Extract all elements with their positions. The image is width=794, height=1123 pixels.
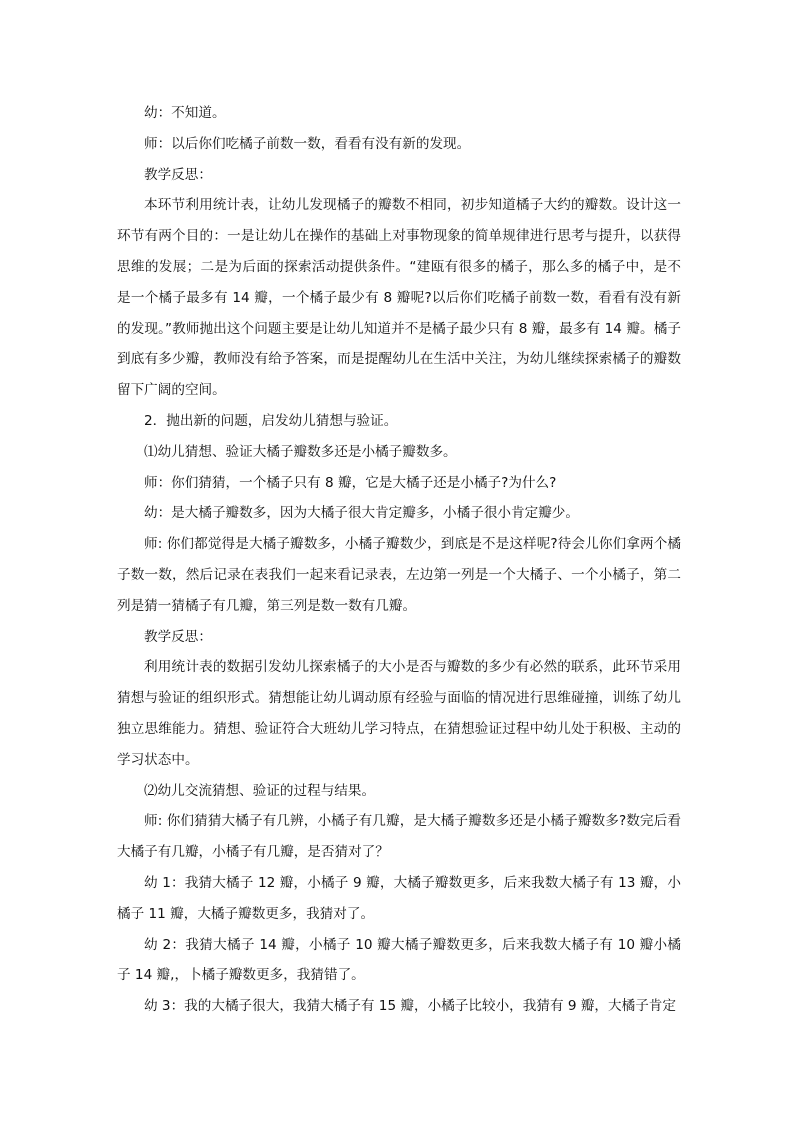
paragraph-dialogue: 幼：是大橘子瓣数多，因为大橘子很大肯定瓣多，小橘子很小肯定瓣少。 bbox=[144, 505, 579, 522]
paragraph-dialogue: 幼 3：我的大橘子很大，我猜大橘子有 15 瓣，小橘子比较小，我猜有 9 瓣，大橘子肯定 bbox=[144, 998, 676, 1015]
paragraph-dialogue: 幼 2：我猜大橘子 14 瓣，小橘子 10 瓣大橘子瓣数更多，后来我数大橘子有 10 瓣小橘子 14 瓣,，卜橘子瓣数更多，我猜错了。 bbox=[117, 936, 681, 984]
paragraph-section-heading: 2．抛出新的问题，启发幼儿猜想与验证。 bbox=[144, 412, 398, 429]
paragraph-dialogue: 幼：不知道。 bbox=[144, 105, 226, 121]
paragraph-subsection-heading: ⑵幼儿交流猜想、验证的过程与结果。 bbox=[144, 782, 376, 799]
paragraph-subsection-heading: ⑴幼儿猜想、验证大橘子瓣数多还是小橘子瓣数多。 bbox=[144, 443, 457, 460]
paragraph-dialogue: 幼 1：我猜大橘子 12 瓣，小橘子 9 瓣，大橘子瓣数更多，后来我数大橘子有 13 瓣，小橘子 11 瓣，大橘子瓣数更多，我猜对了。 bbox=[117, 874, 681, 922]
document-body bbox=[117, 98, 681, 1022]
paragraph-dialogue: 师: 你们猜猜大橘子有几辨，小橘子有几瓣，是大橘子瓣数多还是小橘子瓣数多?数完后看大橘子有几瓣，小橘子有几瓣，是否猜对了？ bbox=[117, 813, 681, 861]
paragraph-dialogue: 师：以后你们吃橘子前数一数，看看有没有新的发现。 bbox=[144, 135, 471, 152]
paragraph-heading-reflection: 教学反思： bbox=[144, 628, 212, 645]
paragraph-dialogue: 师: 你们都觉得是大橘子瓣数多，小橘子瓣数少，到底是不是这样呢?待会儿你们拿两个橘子数一数，然后记录在表我们一起来看记录表，左边第一列是一个大橘子、一个小橘子，第二列是猜一猜橘子有几瓣，第三列是数一数有几瓣。 bbox=[117, 536, 681, 614]
paragraph-reflection: 本环节利用统计表，让幼儿发现橘子的瓣数不相同，初步知道橘子大约的瓣数。设计这一环节有两个目的：一是让幼儿在操作的基础上对事物现象的简单规律进行思考与提升，以获得思维的发展；二是为后面的探索活动提供条件。“建瓯有很多的橘子，那么多的橘子中，是不是一个橘子最多有 14 瓣，一个橘子最少有 8 瓣呢?以后你们吃橘子前数一数，看看有没有新的发现。”教师抛出这个问题主要是让幼儿知道并不是橘子最少只有 8 瓣，最多有 14 瓣。橘子到底有多少瓣，教师没有给予答案，而是提醒幼儿在生活中关注，为幼儿继续探索橘子的瓣数留下广阔的空间。 bbox=[117, 197, 681, 399]
paragraph-heading-reflection: 教学反思： bbox=[144, 166, 212, 183]
paragraph-dialogue: 师：你们猜猜，一个橘子只有 8 瓣，它是大橘子还是小橘子?为什么? bbox=[144, 474, 557, 491]
paragraph-reflection: 利用统计表的数据引发幼儿探索橘子的大小是否与瓣数的多少有必然的联系，此环节采用猜想与验证的组织形式。猜想能让幼儿调动原有经验与面临的情况进行思维碰撞，训练了幼儿独立思维能力。猜想、验证符合大班幼儿学习特点，在猜想验证过程中幼儿处于积极、主动的学习状态中。 bbox=[117, 659, 681, 768]
